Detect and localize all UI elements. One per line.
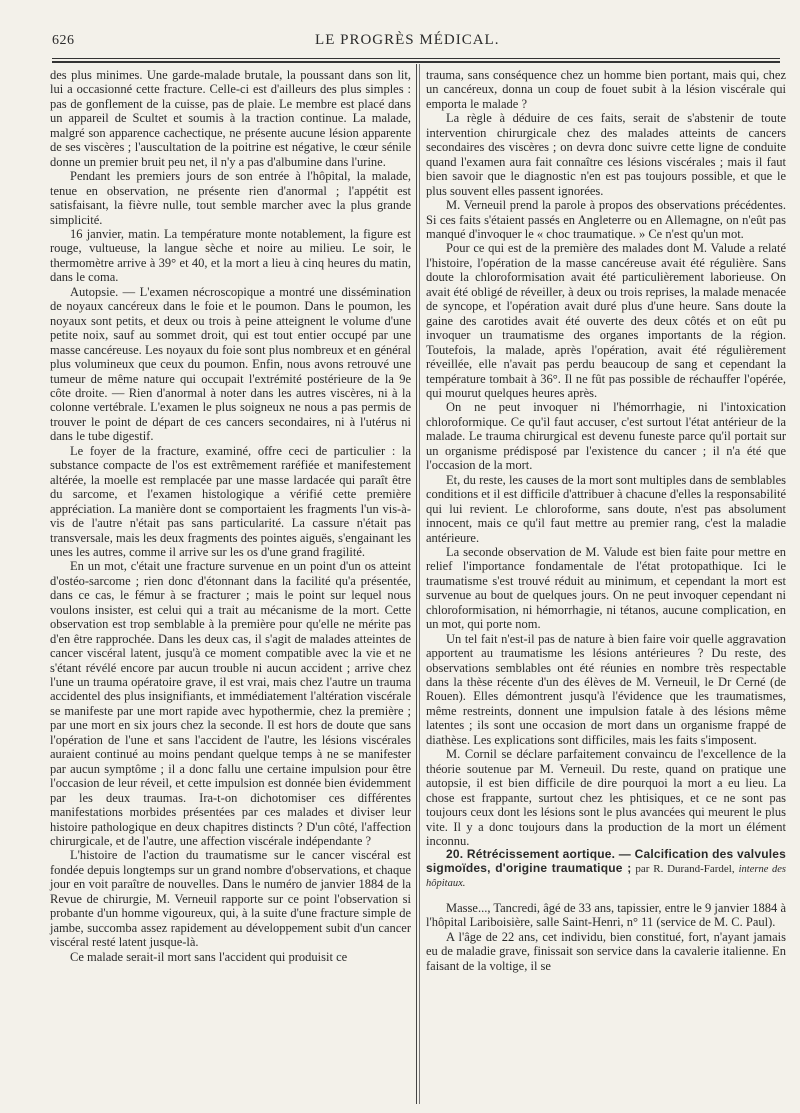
paragraph: L'histoire de l'action du traumatisme sur le cancer viscéral est fondée depuis longtemps sur un grand nombre d'observations, et chaque jour en voit paraître de nouvelles. Dans le numéro de janvier 1884 de la Revue de chirurgie, M. Verneuil rapporte sur ce point l'observation si probante d'un homme vigoureux, qui, à la suite d'une fracture simple de jambe, succomba assez rapidement au développement subit d'un cancer viscéral resté latent jusque-là.: [50, 848, 411, 950]
paragraph: Et, du reste, les causes de la mort sont multiples dans de semblables conditions et il est difficile d'attribuer à chacune d'elles la responsabilité qui lui revient. Le chloroforme, sans doute, n'est pas absolument innocent, mais ce qu'il faut mettre au premier rang, c'est la maladie antérieure.: [426, 472, 786, 545]
paragraph: 16 janvier, matin. La température monte notablement, la figure est rouge, vultueuse, la langue sèche et noire au milieu. Le soir, le thermomètre arrive à 39° et 40, et la mort a lieu à cinq heures du matin, dans le coma.: [50, 226, 411, 285]
article-author: par R. Durand-Fardel,: [635, 862, 735, 875]
paragraph: On ne peut invoquer ni l'hémorrhagie, ni l'intoxication chloroformique. Ce qu'il faut accuser, c'est surtout l'état antérieur de la malade. Le trauma chirurgical est devenu funeste parce qu'il portait sur un organisme prédisposé par l'existence du cancer ; il n'a été que l'occasion de la mort.: [426, 400, 786, 473]
journal-title: LE PROGRÈS MÉDICAL.: [315, 32, 500, 48]
paragraph: En un mot, c'était une fracture survenue en un point d'un os atteint d'ostéo-sarcome ; rien donc d'étonnant dans la facilité qu'a présentée, dans ce cas, le fémur à se fracturer ; mais le point sur lequel nous voulons insister, est celui qui a trait au mécanisme de la mort. Cette observation est trop semblable à la première pour qu'elle ne mérite pas d'en être rapprochée. Dans les deux cas, il s'agit de malades atteintes de cancer viscéral latent, jusqu'à ce moment compatible avec la vie et ne s'étant révélé encore par aucun trouble ni aucun accident ; arrive chez l'une un trauma opératoire grave, il est vrai, mais chez l'autre un trauma accidentel des plus insignifiants, et immédiatement l'altération viscérale se manifeste par une mort rapide avec hypothermie, chez la première ; par une mort en six jours chez la seconde. Il est hors de doute que sans l'opération de l'une et sans l'accident de l'autre, les lésions viscérales auraient continué au moins pendant quelque temps à ne se manifester par aucun symptôme ; il a donc fallu une certaine impulsion pour être l'occasion de leur réveil, et cette impulsion est donnée bien évidemment par les deux traumas. Ira-t-on dichotomiser ces différentes manifestations morbides présentées par ces malades et diviser leur histoire pathologique en deux chapitres distincts ? D'un côté, l'affection chirurgicale, et de l'autre, une affection viscérale indépendante ?: [50, 559, 411, 849]
paragraph-autopsy: Autopsie. — L'examen nécroscopique a montré une dissémination de noyaux cancéreux dans le foie et le poumon. Dans le poumon, les noyaux sont petits, et deux ou trois à peine atteignent le volume d'une petite noix, sauf au sommet droit, qui est tout entier occupé par une masse cancéreuse. Les noyaux du foie sont plus nombreux et en général plus volumineux que ceux du poumon. Enfin, nous avons retrouvé une tumeur de même nature qui occupait l'extrémité postérieure de la 9e côte droite. — Rien d'anormal à noter dans les autres viscères, ni à la colonne vertébrale. L'examen le plus soigneux ne nous a pas permis de trouver le point de départ de ces cancers secondaires, ni à l'utérus ni dans le tube digestif.: [50, 284, 411, 444]
paragraph: La règle à déduire de ces faits, serait de s'abstenir de toute intervention chirurgicale chez des malades atteints de cancers secondaires des viscères ; on devra donc suivre cette ligne de conduite quand l'examen aura fait connaître ces lésions viscérales ; mais il faut bien savoir que le diagnostic n'en est pas toujours possible, et que le plus souvent elles passent ignorées.: [426, 111, 786, 198]
page-number: 626: [52, 33, 75, 48]
article-heading: 20. Rétrécissement aortique. — Calcification des valvules sigmoïdes, d'origine traumatique ;: [426, 847, 786, 875]
paragraph: Pendant les premiers jours de son entrée à l'hôpital, la malade, tenue en observation, ne présente rien d'anormal ; l'appétit est satisfaisant, la fièvre nulle, tout semble marcher avec la plus grande simplicité.: [50, 169, 411, 227]
column-divider-inner: [419, 64, 420, 1104]
paragraph: M. Cornil se déclare parfaitement convaincu de l'excellence de la théorie soutenue par M. Verneuil. Du reste, quand on pratique une autopsie, il est bien difficile de dire pourquoi la mort a eu lieu. La chose est frappante, surtout chez les phtisiques, et ce ne sont pas toujours ceux dont les lésions sont le plus avancées qui meurent le plus vite. Il y a donc toujours dans la production de la mort un élément inconnu.: [426, 747, 786, 849]
paragraph: M. Verneuil prend la parole à propos des observations précédentes. Si ces faits s'étaient passés en Angleterre ou en Allemagne, on n'eût pas manqué d'invoquer le « choc traumatique. » Ce n'est qu'un mot.: [426, 198, 786, 241]
right-column: [426, 68, 786, 973]
page-header: [52, 32, 780, 54]
article-institution: interne des hôpitaux.: [426, 863, 786, 890]
header-rule: [52, 58, 780, 59]
paragraph: Pour ce qui est de la première des malades dont M. Valude a relaté l'histoire, l'opération de la masse cancéreuse avait été régulière. Sans doute la chloroformisation avait été particulièrement laborieuse. On avait été obligé de réveiller, à deux ou trois reprises, la malade menacée de syncope, et l'opération avait duré plus d'une heure. Sans doute la gaine des carotides avait été ouverte des deux côtés et on eût pu invoquer un traumatisme des organes importants de la région. Toutefois, la malade, après l'opération, avait été régulièrement réveillée, elle n'avait pas perdu beaucoup de sang et cependant la température tombait à 36°. Il ne fût pas possible de réchauffer l'opérée, qui mourut quelques heures après.: [426, 241, 786, 400]
header-rule-thick: [52, 61, 780, 63]
left-column: [50, 68, 411, 964]
paragraph: La seconde observation de M. Valude est bien faite pour mettre en relief l'importance fondamentale de l'état protopathique. Ici le traumatisme s'est trouvé réduit au minimum, et cependant la mort est survenue au bout de quelques jours. On ne peut invoquer cependant ni chloroformisation, ni hémorrhagie, ni tétanos, aucune complication, en un mot, qui porte nom.: [426, 544, 786, 632]
history-paragraph: A l'âge de 22 ans, cet individu, bien constitué, fort, n'ayant jamais eu de maladie grave, finissait son service dans la cavalerie italienne. En faisant de la voltige, il se: [426, 929, 786, 973]
case-paragraph: Masse..., Tancredi, âgé de 33 ans, tapissier, entre le 9 janvier 1884 à l'hôpital Lariboisière, salle Saint-Henri, n° 11 (service de M. C. Paul).: [426, 900, 786, 930]
paragraph: trauma, sans conséquence chez un homme bien portant, mais qui, chez un cancéreux, donna un coup de fouet subit à la lésion viscérale qui emporta le malade ?: [426, 68, 786, 111]
paragraph: Le foyer de la fracture, examiné, offre ceci de particulier : la substance compacte de l'os est extrêmement raréfiée et manifestement altérée, la moelle est remplacée par une masse lardacée qui paraît être du sarcome, et l'examen histologique a vérifié cette première appréciation. La manière dont se comportaient les fragments l'un vis-à-vis de l'autre n'était pas sans particularité. La cassure n'était pas transversale, mais les deux fragments des pointes aiguës, s'engainant les unes les autres, comme il arrive sur les os d'une grand fragilité.: [50, 443, 411, 559]
paragraph: Un tel fait n'est-il pas de nature à bien faire voir quelle aggravation apportent au traumatisme les lésions antérieures ? Du reste, des observations semblables ont été réunies en nombre très respectable dans la thèse récente d'un des élèves de M. Verneuil, le Dr Cerné (de Rouen). Elles démontrent jusqu'à l'évidence que les traumatismes, même restreints, donnent une impulsion fatale à des lésions même latentes ; ils sont une occasion de mort dans un organisme frappé de diathèse. Les explications sont difficiles, mais les faits s'imposent.: [426, 631, 786, 747]
column-divider: [416, 64, 417, 1104]
article-heading-block: [426, 848, 786, 891]
paragraph-last: Ce malade serait-il mort sans l'accident qui produisit ce: [70, 949, 348, 964]
paragraph: des plus minimes. Une garde-malade brutale, la poussant dans son lit, lui a occasionné cette fracture. Celle-ci est d'ailleurs des plus simples : pas de gonflement de la cuisse, pas de plaie. Le membre est placé dans un appareil de Scultet et soumis à la traction continue. La malade, malgré son apparence cachectique, ne présente aucune lésion apparente de ses viscères ; l'auscultation de la poitrine est négative, le cœur sénile donne un premier bruit peu net, il n'y a pas d'albumine dans l'urine.: [50, 68, 411, 169]
